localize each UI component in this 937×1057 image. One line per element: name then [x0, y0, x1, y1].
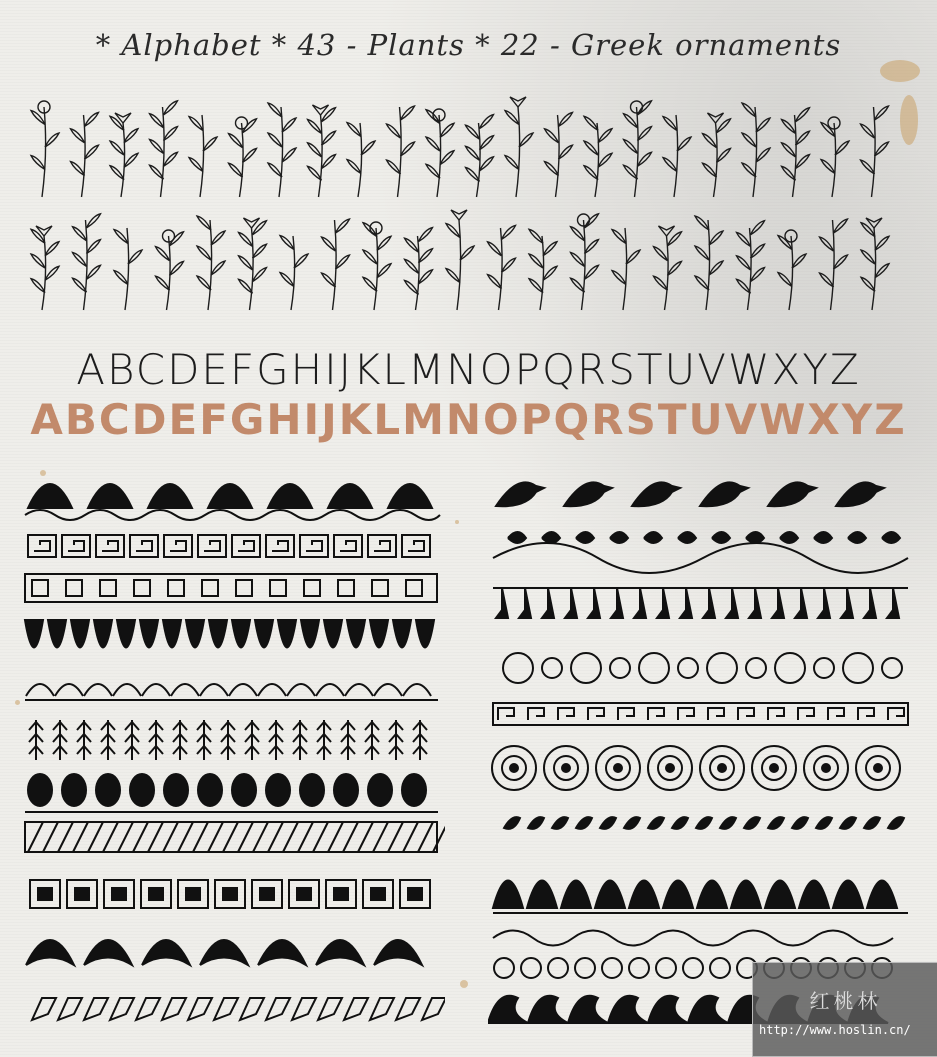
plant-illustration	[737, 221, 765, 310]
plants-row-1	[28, 92, 918, 202]
ornament-rosette-band	[503, 653, 902, 683]
plant-illustration	[545, 112, 573, 197]
plant-illustration	[322, 219, 350, 310]
page-title: * Alphabet * 43 - Plants * 22 - Greek ornaments	[95, 28, 842, 62]
ornament-wave-band	[32, 998, 445, 1020]
plant-illustration	[584, 116, 612, 197]
plant-illustration	[268, 103, 296, 197]
plant-illustration	[782, 108, 810, 197]
plant-illustration	[31, 226, 59, 310]
ornament-hatch-band	[25, 822, 445, 852]
ornament-fan-band	[26, 940, 422, 965]
ornament-meander-band	[28, 535, 430, 557]
ornaments-left	[20, 460, 445, 1030]
plant-illustration	[820, 219, 848, 310]
plant-illustration	[426, 109, 454, 197]
plant-illustration	[156, 230, 184, 310]
ornament-arches-band	[25, 684, 438, 700]
watermark-box	[752, 962, 937, 1057]
plant-illustration	[229, 117, 257, 197]
ornament-hanging-band	[493, 588, 908, 618]
plant-illustration	[308, 105, 336, 197]
ornament-vine-band	[493, 532, 908, 573]
plant-illustration	[150, 101, 178, 197]
plant-illustration	[742, 103, 770, 197]
ornament-leaf-palmette-band	[493, 881, 908, 914]
plant-illustration	[71, 112, 99, 197]
plant-illustration	[189, 115, 217, 197]
ornament-palmette-band	[25, 484, 440, 520]
plants-row-2	[28, 205, 918, 315]
ornament-meander-right	[493, 703, 908, 725]
ornament-box-band	[30, 880, 430, 908]
plant-illustration	[280, 236, 308, 311]
ornament-eggs-band	[25, 774, 438, 812]
plant-illustration	[861, 218, 889, 310]
plant-illustration	[197, 216, 225, 310]
plant-illustration	[446, 210, 474, 310]
plant-illustration	[529, 229, 557, 310]
plant-illustration	[778, 230, 806, 310]
alphabet-accent: ABCDEFGHIJKLMNOPQRSTUVWXYZ	[30, 395, 907, 444]
plant-illustration	[405, 228, 433, 310]
plant-illustration	[387, 106, 415, 197]
plant-illustration	[110, 113, 138, 197]
plant-illustration	[347, 123, 375, 198]
plant-illustration	[624, 101, 652, 197]
ornament-key-band	[25, 574, 437, 602]
plant-illustration	[73, 214, 101, 310]
ornament-arrows-band	[29, 720, 427, 760]
plant-illustration	[363, 222, 391, 310]
plant-illustration	[695, 216, 723, 310]
plant-illustration	[663, 115, 691, 197]
plant-illustration	[612, 228, 640, 310]
ornament-spiral-band	[492, 746, 900, 790]
plant-illustration	[571, 214, 599, 310]
plant-illustration	[821, 117, 849, 197]
ornament-scroll-band	[493, 931, 893, 946]
watermark-url: http://www.hoslin.cn/	[759, 1023, 911, 1037]
plant-illustration	[703, 113, 731, 197]
plant-illustration	[466, 115, 494, 197]
alphabet-dark: ABCDEFGHIJKLMNOPQRSTUVWXYZ	[76, 345, 861, 394]
plant-illustration	[505, 97, 533, 197]
ornament-drops-band	[25, 620, 434, 648]
ornament-birds-band	[496, 482, 884, 506]
plant-illustration	[31, 101, 59, 197]
ornament-leaves-band	[504, 817, 904, 829]
plant-illustration	[114, 228, 142, 310]
plant-illustration	[488, 225, 516, 310]
ornaments-right	[488, 468, 913, 1028]
plant-illustration	[861, 106, 889, 197]
plant-illustration	[239, 218, 267, 310]
plant-illustration	[654, 226, 682, 310]
watermark-logo-text: 红桃林	[809, 989, 882, 1013]
